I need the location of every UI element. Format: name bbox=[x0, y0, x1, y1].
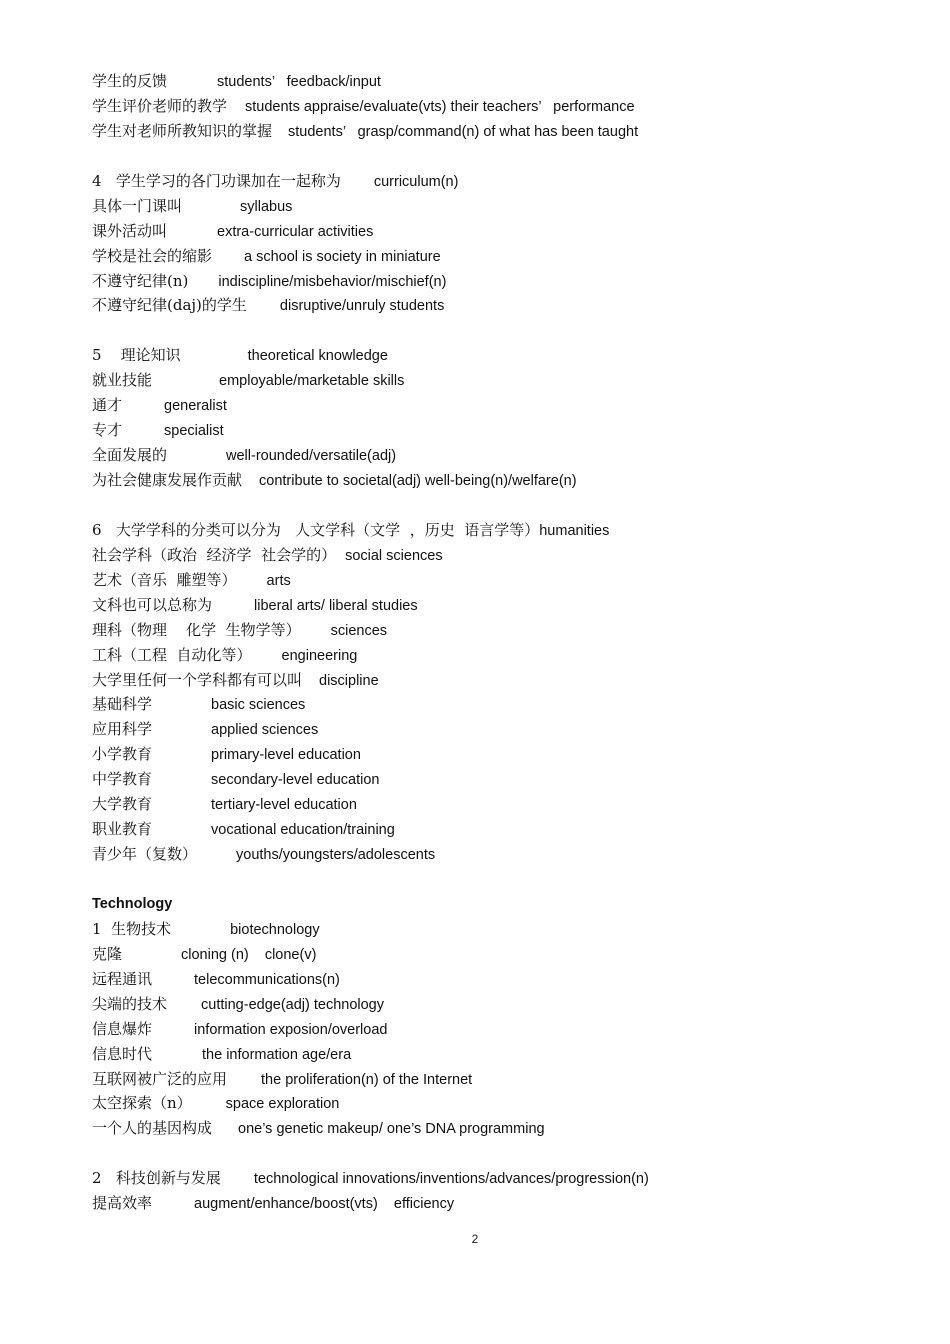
vocab-row bbox=[92, 1166, 912, 1191]
section-heading: Technology bbox=[92, 895, 173, 912]
english-term: liberal arts/ liberal studies bbox=[254, 597, 418, 614]
english-term: youths/youngsters/adolescents bbox=[236, 847, 436, 864]
vocab-row bbox=[92, 643, 912, 668]
vocab-row bbox=[92, 767, 912, 792]
vocab-row bbox=[92, 992, 912, 1017]
english-term: specialist bbox=[164, 423, 224, 440]
english-term: social sciences bbox=[345, 547, 443, 564]
blank-line bbox=[92, 867, 912, 892]
vocab-row bbox=[92, 194, 912, 219]
chinese-term: 学生的反馈 bbox=[92, 72, 168, 90]
english-term: theoretical knowledge bbox=[247, 348, 388, 365]
english-term: arts bbox=[266, 572, 291, 589]
chinese-term: 工科（工程 自动化等） bbox=[92, 645, 252, 664]
english-term: extra-curricular activities bbox=[217, 223, 374, 240]
vocab-row bbox=[92, 1116, 912, 1141]
vocab-row bbox=[92, 343, 912, 368]
vocab-row bbox=[92, 593, 912, 618]
english-term: primary-level education bbox=[211, 747, 361, 764]
chinese-term: 艺术（音乐 雕塑等） bbox=[92, 570, 237, 589]
chinese-term: 互联网被广泛的应用 bbox=[92, 1069, 228, 1088]
english-term: one’s genetic makeup/ one’s DNA programming bbox=[238, 1121, 545, 1138]
english-term: a school is society in miniature bbox=[244, 248, 441, 265]
english-term: curriculum(n) bbox=[373, 173, 459, 190]
english-term: employable/marketable skills bbox=[219, 373, 405, 390]
english-term: applied sciences bbox=[211, 722, 319, 739]
vocab-row bbox=[92, 94, 912, 119]
chinese-term: 大学里任何一个学科都有可以叫 bbox=[92, 670, 303, 689]
vocab-row bbox=[92, 842, 912, 867]
blank-line bbox=[92, 493, 912, 518]
vocab-row bbox=[92, 717, 912, 742]
chinese-term: 5 理论知识 bbox=[92, 346, 181, 365]
english-term: the information age/era bbox=[202, 1046, 352, 1063]
vocab-row bbox=[92, 618, 912, 643]
english-term: cutting-edge(adj) technology bbox=[201, 996, 384, 1013]
chinese-term: 通才 bbox=[92, 396, 123, 415]
vocab-row bbox=[92, 219, 912, 244]
chinese-term: 学生评价老师的教学 bbox=[92, 96, 228, 115]
vocab-row bbox=[92, 917, 912, 942]
vocab-row bbox=[92, 468, 912, 493]
english-term: generalist bbox=[164, 398, 227, 415]
vocab-row bbox=[92, 1191, 912, 1216]
chinese-term: 不遵守纪律(n) bbox=[92, 271, 189, 290]
chinese-term: 课外活动叫 bbox=[92, 221, 168, 240]
vocab-row bbox=[92, 1091, 912, 1116]
chinese-term: 学校是社会的缩影 bbox=[92, 246, 213, 265]
chinese-term: 尖端的技术 bbox=[92, 994, 168, 1013]
english-term: well-rounded/versatile(adj) bbox=[226, 448, 397, 465]
english-term: biotechnology bbox=[230, 921, 320, 938]
vocab-row bbox=[92, 169, 912, 194]
vocab-row bbox=[92, 393, 912, 418]
vocab-row bbox=[92, 1067, 912, 1092]
english-term: cloning (n) clone(v) bbox=[181, 946, 317, 963]
chinese-term: 为社会健康发展作贡献 bbox=[92, 471, 243, 489]
english-term: students appraise/evaluate(vts) their teachers’ performance bbox=[245, 98, 635, 115]
english-term: students’ feedback/input bbox=[217, 74, 381, 90]
chinese-term: 4 学生学习的各门功课加在一起称为 bbox=[92, 171, 341, 190]
chinese-term: 文科也可以总称为 bbox=[92, 595, 213, 614]
english-term: indiscipline/misbehavior/mischief(n) bbox=[218, 273, 447, 290]
english-term: discipline bbox=[319, 672, 379, 689]
document-body bbox=[92, 69, 912, 1216]
vocab-row bbox=[92, 368, 912, 393]
chinese-term: 太空探索（n） bbox=[92, 1094, 192, 1113]
vocab-row bbox=[92, 668, 912, 693]
english-term: syllabus bbox=[240, 198, 293, 215]
chinese-term: 理科（物理 化学 生物学等） bbox=[92, 620, 301, 639]
english-term: telecommunications(n) bbox=[194, 971, 340, 988]
chinese-term: 社会学科（政治 经济学 社会学的） bbox=[92, 545, 337, 564]
english-term: secondary-level education bbox=[211, 772, 380, 789]
chinese-term: 2 科技创新与发展 bbox=[92, 1169, 221, 1188]
vocab-row bbox=[92, 742, 912, 767]
vocab-row bbox=[92, 942, 912, 967]
chinese-term: 6 大学学科的分类可以分为 人文学科（文学 ，历史 语言学等） bbox=[92, 520, 540, 539]
english-term: technological innovations/inventions/advances/progression(n) bbox=[253, 1171, 649, 1188]
vocab-row bbox=[92, 1017, 912, 1042]
english-term: information exposion/overload bbox=[194, 1021, 388, 1038]
chinese-term: 远程通讯 bbox=[92, 969, 153, 988]
blank-line bbox=[92, 1141, 912, 1166]
vocab-row bbox=[92, 418, 912, 443]
vocab-row bbox=[92, 817, 912, 842]
chinese-term: 全面发展的 bbox=[92, 446, 168, 465]
vocab-row bbox=[92, 244, 912, 269]
chinese-term: 小学教育 bbox=[92, 745, 153, 764]
vocab-row bbox=[92, 543, 912, 568]
english-term: contribute to societal(adj) well-being(n)/welfare(n) bbox=[259, 473, 577, 489]
chinese-term: 具体一门课叫 bbox=[92, 196, 183, 215]
vocab-row bbox=[92, 1042, 912, 1067]
english-term: basic sciences bbox=[211, 697, 306, 714]
chinese-term: 学生对老师所教知识的掌握 bbox=[92, 121, 273, 140]
english-term: humanities bbox=[539, 522, 610, 539]
english-term: space exploration bbox=[225, 1096, 340, 1113]
vocab-row bbox=[92, 293, 912, 318]
vocab-row bbox=[92, 269, 912, 294]
english-term: students’ grasp/command(n) of what has been taught bbox=[288, 123, 639, 140]
vocab-row bbox=[92, 69, 912, 94]
chinese-term: 提高效率 bbox=[92, 1194, 153, 1213]
blank-line bbox=[92, 318, 912, 343]
chinese-term: 大学教育 bbox=[92, 795, 153, 814]
page-number: 2 bbox=[471, 1232, 479, 1246]
english-term: augment/enhance/boost(vts) efficiency bbox=[194, 1196, 455, 1213]
chinese-term: 信息爆炸 bbox=[92, 1019, 153, 1038]
vocab-row bbox=[92, 568, 912, 593]
chinese-term: 基础科学 bbox=[92, 695, 153, 714]
english-term: vocational education/training bbox=[211, 822, 395, 839]
vocab-row bbox=[92, 692, 912, 717]
vocab-row bbox=[92, 443, 912, 468]
english-term: engineering bbox=[281, 647, 358, 664]
vocab-row bbox=[92, 967, 912, 992]
chinese-term: 专才 bbox=[92, 421, 123, 440]
chinese-term: 克隆 bbox=[92, 944, 123, 963]
english-term: tertiary-level education bbox=[211, 797, 357, 814]
english-term: disruptive/unruly students bbox=[279, 298, 445, 315]
chinese-term: 就业技能 bbox=[92, 371, 153, 390]
vocab-row bbox=[92, 518, 912, 543]
chinese-term: 一个人的基因构成 bbox=[92, 1119, 213, 1138]
chinese-term: 中学教育 bbox=[92, 770, 153, 789]
chinese-term: 信息时代 bbox=[92, 1044, 153, 1063]
vocab-row bbox=[92, 119, 912, 144]
chinese-term: 1 生物技术 bbox=[92, 919, 172, 938]
chinese-term: 应用科学 bbox=[92, 720, 153, 739]
english-term: the proliferation(n) of the Internet bbox=[261, 1071, 473, 1088]
vocab-row bbox=[92, 792, 912, 817]
chinese-term: 职业教育 bbox=[92, 820, 153, 839]
chinese-term: 不遵守纪律(daj)的学生 bbox=[92, 296, 247, 315]
blank-line bbox=[92, 144, 912, 169]
chinese-term: 青少年（复数） bbox=[92, 845, 198, 864]
english-term: sciences bbox=[330, 622, 388, 639]
